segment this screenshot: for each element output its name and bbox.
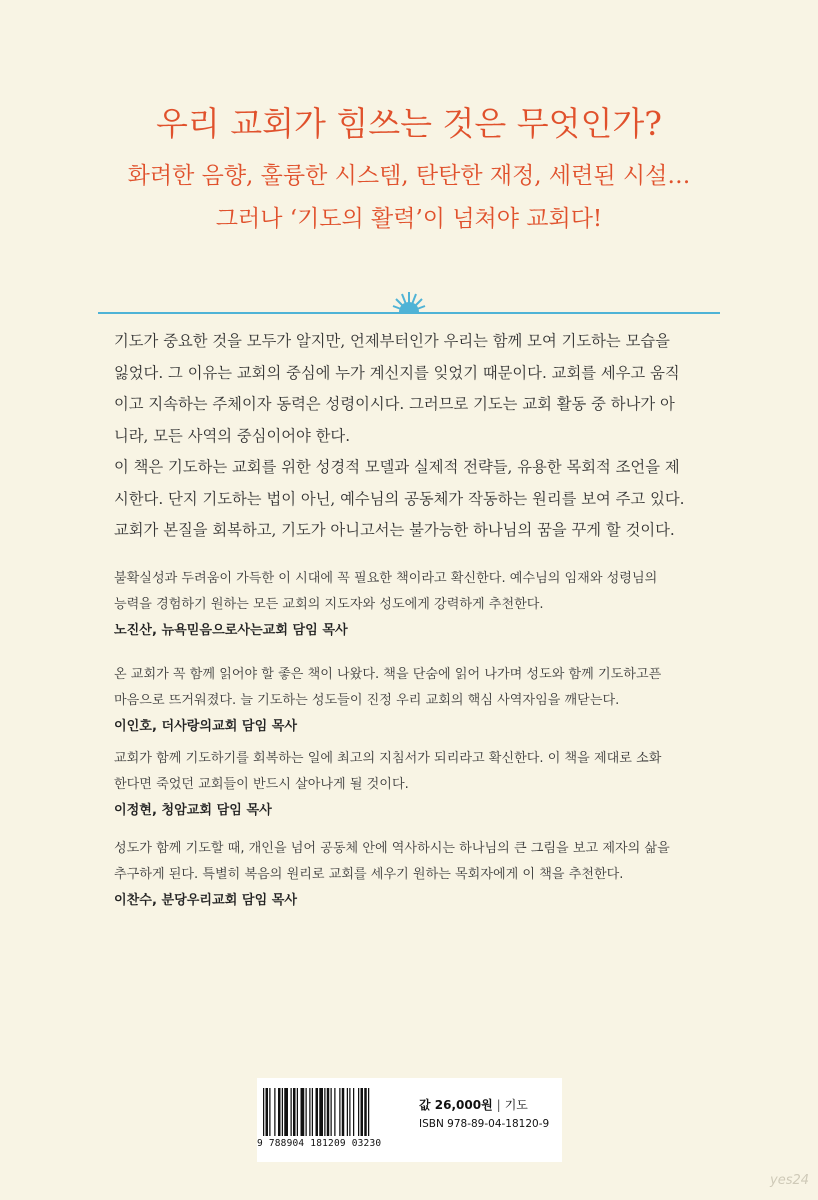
endorsement [114,566,724,643]
endorsement-text: 온 교회가 꼭 함께 읽어야 할 좋은 책이 나왔다. 책을 단숨에 읽어 나가며 성도와 함께 기도하고픈 [114,667,662,682]
barcode-label [257,1078,562,1162]
endorsement-text: 성도가 함께 기도할 때, 개인을 넘어 공동체 안에 역사하시는 하나님의 큰 그림을 보고 제자의 삶을 [114,841,670,856]
endorsement-text: 불확실성과 두려움이 가득한 이 시대에 꼭 필요한 책이라고 확신한다. 예수님의 임재와 성령님의 [114,571,658,586]
endorsement-author: 이찬수, 분당우리교회 담임 목사 [114,892,298,908]
book-description [114,326,714,547]
isbn: ISBN 978-89-04-18120-9 [419,1118,550,1130]
headline-tagline: 그러나 ‘기도의 활력’이 넘쳐야 교회다! [215,206,603,232]
description-line: 기도가 중요한 것을 모두가 알지만, 언제부터인가 우리는 함께 모여 기도하는 모습을 [114,332,670,350]
endorsement-text: 한다면 죽었던 교회들이 반드시 살아나게 될 것이다. [114,776,409,792]
endorsement-text: 능력을 경험하기 원하는 모든 교회의 지도자와 성도에게 강력하게 추천한다. [114,596,544,612]
description-line: 이고 지속하는 주체이자 동력은 성령이시다. 그러므로 기도는 교회 활동 중 하나가 아 [114,395,675,413]
headline-subtitle: 화려한 음향, 훌륭한 시스템, 탄탄한 재정, 세련된 시설… [127,163,691,189]
headline-question: 우리 교회가 힘쓰는 것은 무엇인가? [156,104,662,143]
description-line: 이 책은 기도하는 교회를 위한 성경적 모델과 실제적 전략들, 유용한 목회적 조언을 제 [114,458,680,476]
endorsement [114,662,724,739]
sunrise-icon [391,286,427,314]
category: 기도 [504,1098,528,1112]
endorsement-author: 이정현, 청암교회 담임 목사 [114,802,272,818]
description-line: 교회가 본질을 회복하고, 기도가 아니고서는 불가능한 하나님의 꿈을 꾸게 할 것이다. [114,521,675,539]
endorsement-text: 추구하게 된다. 특별히 복음의 원리로 교회를 세우기 원하는 목회자에게 이 책을 추천한다. [114,866,624,882]
description-line: 시한다. 단지 기도하는 법이 아닌, 예수님의 공동체가 작동하는 원리를 보여 주고 있다. [114,489,685,508]
endorsement-author: 노진산, 뉴욕믿음으로사는교회 담임 목사 [114,622,348,638]
endorsement [114,836,724,913]
endorsement-text: 교회가 함께 기도하기를 회복하는 일에 최고의 지침서가 되리라고 확신한다. 이 책을 제대로 소화 [114,751,662,766]
price: 값 26,000원 [419,1098,493,1112]
endorsement-text: 마음으로 뜨거워졌다. 늘 기도하는 성도들이 진정 우리 교회의 핵심 사역자임을 깨닫는다. [114,692,620,708]
description-line: 잃었다. 그 이유는 교회의 중심에 누가 계신지를 잊었기 때문이다. 교회를 세우고 움직 [114,363,680,382]
price-line [419,1096,528,1113]
description-line: 니라, 모든 사역의 중심이어야 한다. [114,426,351,445]
barcode-icon [263,1088,409,1136]
horizon-divider [98,312,720,314]
price-separator: | [496,1098,501,1112]
barcode-digits: 9 788904 181209 03230 [257,1138,382,1149]
watermark: yes24 [770,1173,810,1188]
endorsement [114,746,724,823]
endorsement-author: 이인호, 더사랑의교회 담임 목사 [114,718,298,734]
